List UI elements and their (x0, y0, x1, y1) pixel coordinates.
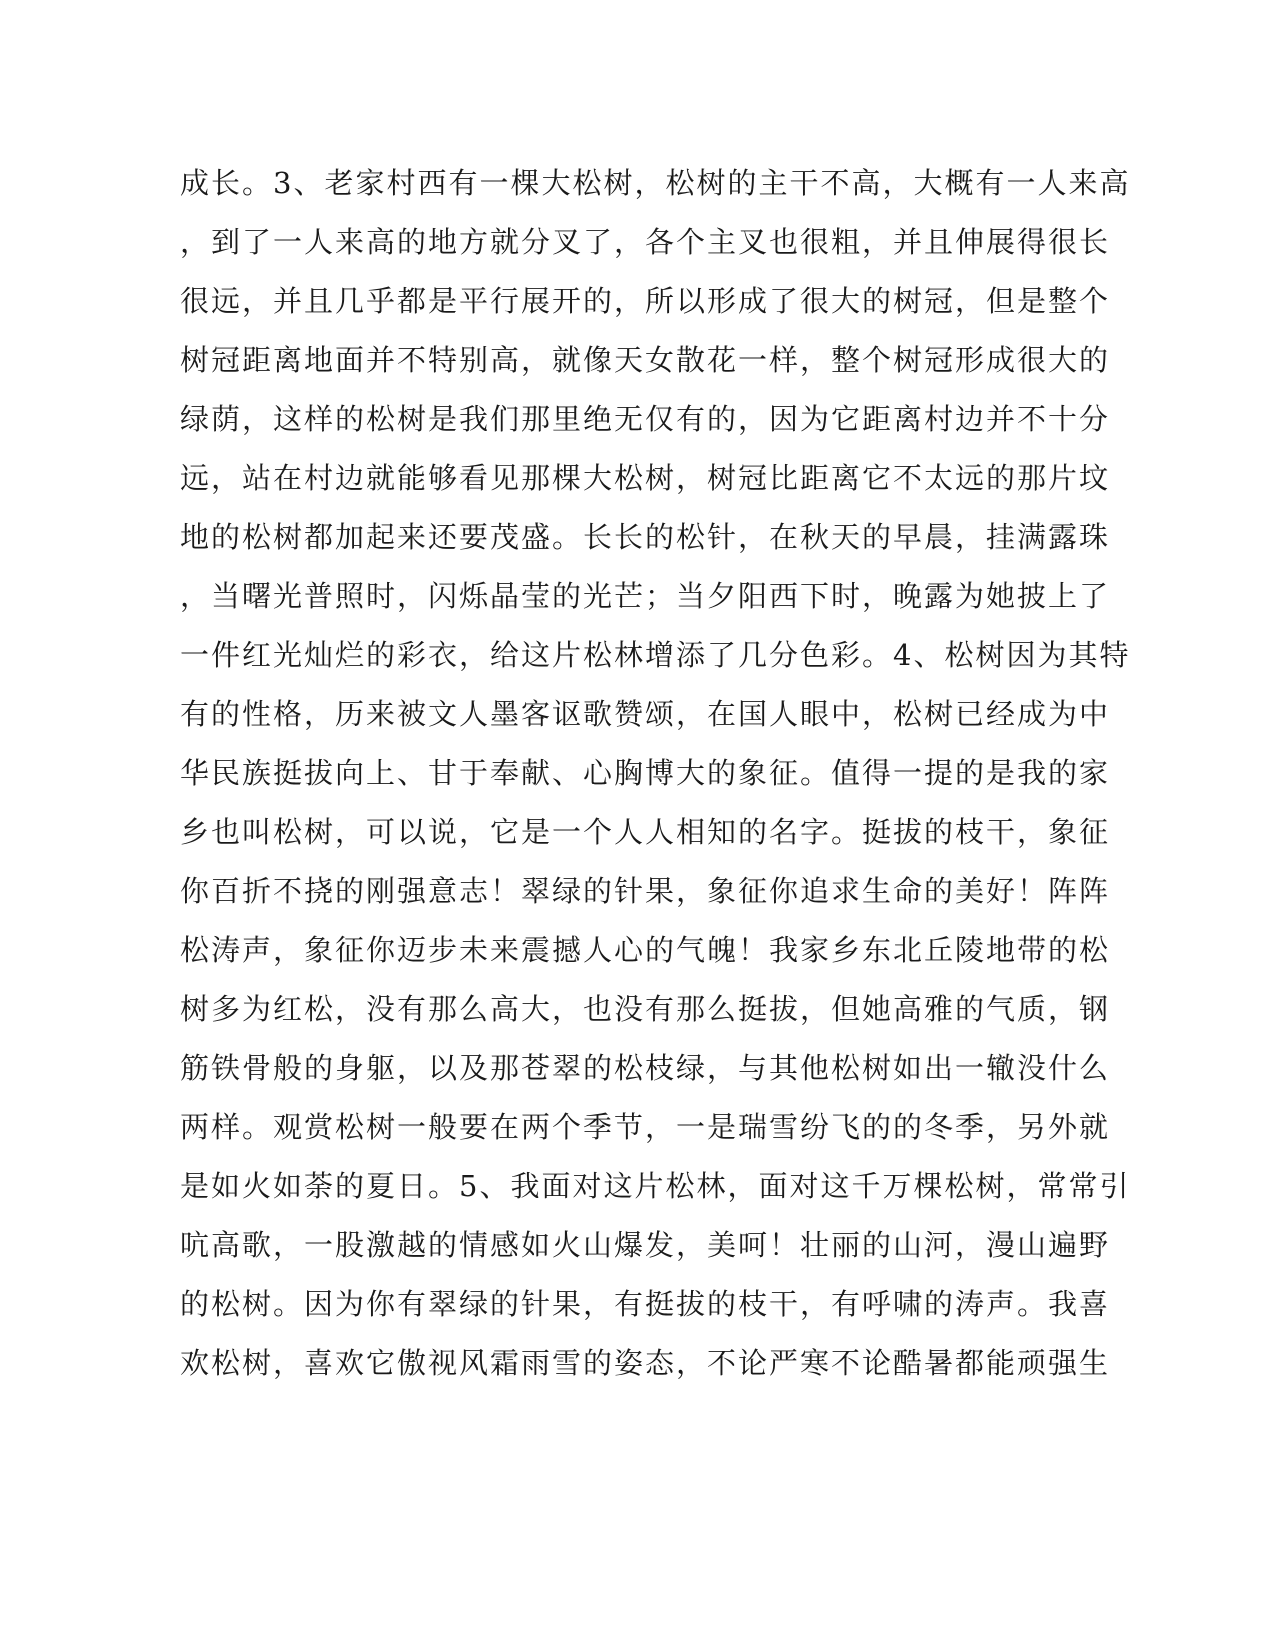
text-line: ，当曙光普照时，闪烁晶莹的光芒；当夕阳西下时，晚露为她披上了 (180, 579, 1111, 613)
text-line: 的松树。因为你有翠绿的针果，有挺拔的枝干，有呼啸的涛声。我喜 (180, 1287, 1111, 1321)
text-line: 乡也叫松树，可以说，它是一个人人相知的名字。挺拔的枝干，象征 (180, 815, 1111, 849)
text-line: 地的松树都加起来还要茂盛。长长的松针，在秋天的早晨，挂满露珠 (180, 520, 1111, 554)
text-line: 你百折不挠的刚强意志！翠绿的针果，象征你追求生命的美好！阵阵 (180, 874, 1111, 908)
text-line: 远，站在村边就能够看见那棵大松树，树冠比距离它不太远的那片坟 (180, 461, 1111, 495)
text-line: 欢松树，喜欢它傲视风霜雨雪的姿态，不论严寒不论酷暑都能顽强生 (180, 1346, 1111, 1380)
text-line: 树冠距离地面并不特别高，就像天女散花一样，整个树冠形成很大的 (180, 343, 1111, 377)
text-line: 松涛声，象征你迈步未来震撼人心的气魄！我家乡东北丘陵地带的松 (180, 933, 1111, 967)
text-line: 一件红光灿烂的彩衣，给这片松林增添了几分色彩。4、松树因为其特 (180, 638, 1131, 672)
text-line: 吭高歌，一股激越的情感如火山爆发，美呵！壮丽的山河，漫山遍野 (180, 1228, 1111, 1262)
text-line: 树多为红松，没有那么高大，也没有那么挺拔，但她高雅的气质，钢 (180, 992, 1111, 1026)
text-line: 两样。观赏松树一般要在两个季节，一是瑞雪纷飞的的冬季，另外就 (180, 1110, 1111, 1144)
text-line: 华民族挺拔向上、甘于奉献、心胸博大的象征。值得一提的是我的家 (180, 756, 1111, 790)
text-line: 是如火如荼的夏日。5、我面对这片松林，面对这千万棵松树，常常引 (180, 1169, 1131, 1203)
text-line: 成长。3、老家村西有一棵大松树，松树的主干不高，大概有一人来高 (180, 166, 1131, 200)
text-line: ，到了一人来高的地方就分叉了，各个主叉也很粗，并且伸展得很长 (180, 225, 1111, 259)
body-text (180, 160, 1131, 1399)
text-line: 绿荫，这样的松树是我们那里绝无仅有的，因为它距离村边并不十分 (180, 402, 1111, 436)
text-line: 有的性格，历来被文人墨客讴歌赞颂，在国人眼中，松树已经成为中 (180, 697, 1111, 731)
text-line: 筋铁骨般的身躯，以及那苍翠的松枝绿，与其他松树如出一辙没什么 (180, 1051, 1111, 1085)
text-line: 很远，并且几乎都是平行展开的，所以形成了很大的树冠，但是整个 (180, 284, 1111, 318)
